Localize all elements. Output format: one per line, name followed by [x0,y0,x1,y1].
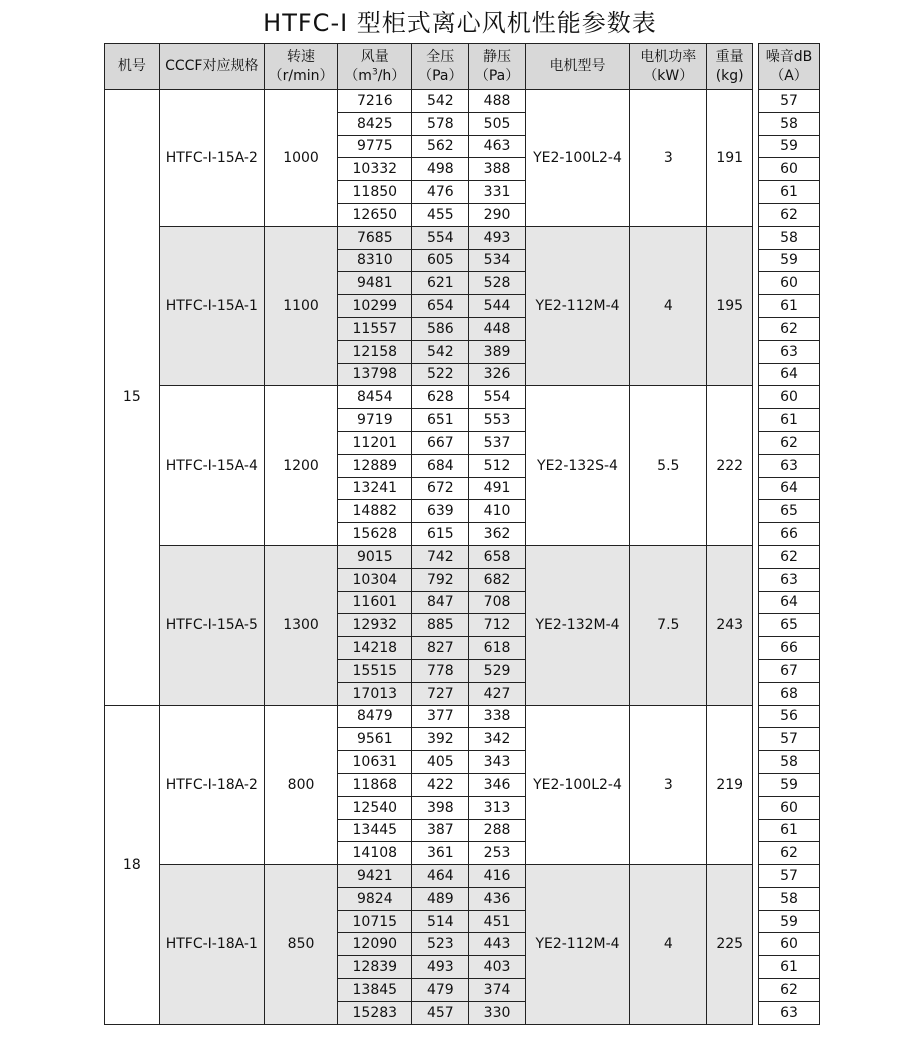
page-title: HTFC-I 型柜式离心风机性能参数表 [263,9,657,37]
header-row [105,44,820,90]
spec-cell: HTFC-I-15A-1 [159,226,264,386]
static-pressure-cell: 443 [469,933,526,956]
static-pressure-cell: 326 [469,363,526,386]
total-pressure-cell: 639 [412,500,469,523]
airflow-cell: 9561 [338,728,412,751]
total-pressure-cell: 405 [412,751,469,774]
noise-cell: 65 [759,614,820,637]
total-pressure-cell: 684 [412,454,469,477]
noise-cell: 62 [759,545,820,568]
noise-cell: 58 [759,226,820,249]
noise-cell: 68 [759,682,820,705]
total-pressure-cell: 361 [412,842,469,865]
airflow-cell: 14882 [338,500,412,523]
static-pressure-cell: 618 [469,637,526,660]
noise-cell: 63 [759,340,820,363]
total-pressure-cell: 464 [412,865,469,888]
static-pressure-cell: 529 [469,659,526,682]
static-pressure-cell: 343 [469,751,526,774]
total-pressure-cell: 621 [412,272,469,295]
speed-cell: 800 [264,705,337,865]
noise-cell: 64 [759,591,820,614]
header-motor-model: 电机型号 [525,44,629,90]
header-total-pressure: 全压 （Pa） [412,44,469,90]
weight-cell: 219 [707,705,752,865]
noise-cell: 58 [759,112,820,135]
speed-cell: 1000 [264,90,337,227]
airflow-cell: 7216 [338,90,412,113]
motor-model-cell: YE2-132S-4 [525,386,629,546]
airflow-cell: 9824 [338,887,412,910]
total-pressure-cell: 778 [412,659,469,682]
motor-model-cell: YE2-100L2-4 [525,705,629,865]
noise-cell: 62 [759,317,820,340]
total-pressure-cell: 377 [412,705,469,728]
motor-model-cell: YE2-100L2-4 [525,90,629,227]
noise-cell: 60 [759,272,820,295]
total-pressure-cell: 667 [412,431,469,454]
total-pressure-cell: 422 [412,773,469,796]
airflow-cell: 13241 [338,477,412,500]
airflow-cell: 11201 [338,431,412,454]
spec-cell: HTFC-I-15A-2 [159,90,264,227]
noise-cell: 63 [759,1001,820,1024]
noise-cell: 60 [759,796,820,819]
airflow-cell: 10304 [338,568,412,591]
noise-cell: 66 [759,523,820,546]
weight-cell: 225 [707,865,752,1025]
airflow-cell: 10631 [338,751,412,774]
header-cccf-spec: CCCF对应规格 [159,44,264,90]
noise-cell: 59 [759,773,820,796]
header-speed: 转速 （r/min） [264,44,337,90]
noise-cell: 62 [759,431,820,454]
weight-cell: 243 [707,545,752,705]
total-pressure-cell: 651 [412,409,469,432]
static-pressure-cell: 544 [469,295,526,318]
total-pressure-cell: 615 [412,523,469,546]
airflow-cell: 12540 [338,796,412,819]
total-pressure-cell: 514 [412,910,469,933]
table-row [105,90,820,113]
airflow-cell: 9421 [338,865,412,888]
total-pressure-cell: 554 [412,226,469,249]
static-pressure-cell: 451 [469,910,526,933]
static-pressure-cell: 712 [469,614,526,637]
airflow-cell: 7685 [338,226,412,249]
static-pressure-cell: 362 [469,523,526,546]
speed-cell: 1200 [264,386,337,546]
static-pressure-cell: 330 [469,1001,526,1024]
total-pressure-cell: 523 [412,933,469,956]
total-pressure-cell: 498 [412,158,469,181]
machine-no-cell: 18 [105,705,160,1024]
total-pressure-cell: 542 [412,90,469,113]
total-pressure-cell: 398 [412,796,469,819]
speed-cell: 1100 [264,226,337,386]
noise-cell: 60 [759,933,820,956]
table-row [105,386,820,409]
total-pressure-cell: 605 [412,249,469,272]
airflow-cell: 8310 [338,249,412,272]
weight-cell: 195 [707,226,752,386]
airflow-cell: 15628 [338,523,412,546]
table-body [105,90,820,1025]
noise-cell: 66 [759,637,820,660]
noise-cell: 57 [759,728,820,751]
static-pressure-cell: 331 [469,181,526,204]
static-pressure-cell: 491 [469,477,526,500]
static-pressure-cell: 463 [469,135,526,158]
table-row [105,705,820,728]
static-pressure-cell: 427 [469,682,526,705]
static-pressure-cell: 708 [469,591,526,614]
static-pressure-cell: 288 [469,819,526,842]
noise-cell: 59 [759,135,820,158]
static-pressure-cell: 493 [469,226,526,249]
static-pressure-cell: 313 [469,796,526,819]
total-pressure-cell: 479 [412,979,469,1002]
static-pressure-cell: 553 [469,409,526,432]
static-pressure-cell: 534 [469,249,526,272]
static-pressure-cell: 448 [469,317,526,340]
total-pressure-cell: 586 [412,317,469,340]
total-pressure-cell: 742 [412,545,469,568]
spec-cell: HTFC-I-15A-4 [159,386,264,546]
noise-cell: 61 [759,409,820,432]
static-pressure-cell: 528 [469,272,526,295]
total-pressure-cell: 522 [412,363,469,386]
airflow-cell: 11850 [338,181,412,204]
static-pressure-cell: 512 [469,454,526,477]
motor-power-cell: 3 [630,90,707,227]
total-pressure-cell: 672 [412,477,469,500]
total-pressure-cell: 792 [412,568,469,591]
motor-power-cell: 5.5 [630,386,707,546]
static-pressure-cell: 290 [469,203,526,226]
static-pressure-cell: 436 [469,887,526,910]
static-pressure-cell: 554 [469,386,526,409]
airflow-cell: 13445 [338,819,412,842]
total-pressure-cell: 392 [412,728,469,751]
motor-power-cell: 4 [630,865,707,1025]
motor-power-cell: 7.5 [630,545,707,705]
performance-table [104,43,820,1025]
static-pressure-cell: 403 [469,956,526,979]
airflow-cell: 12889 [338,454,412,477]
static-pressure-cell: 338 [469,705,526,728]
airflow-cell: 13845 [338,979,412,1002]
noise-cell: 67 [759,659,820,682]
total-pressure-cell: 827 [412,637,469,660]
total-pressure-cell: 885 [412,614,469,637]
total-pressure-cell: 476 [412,181,469,204]
airflow-cell: 17013 [338,682,412,705]
noise-cell: 63 [759,568,820,591]
noise-cell: 62 [759,203,820,226]
airflow-cell: 15283 [338,1001,412,1024]
total-pressure-cell: 727 [412,682,469,705]
airflow-cell: 10332 [338,158,412,181]
airflow-cell: 8425 [338,112,412,135]
noise-cell: 64 [759,477,820,500]
noise-cell: 62 [759,842,820,865]
total-pressure-cell: 542 [412,340,469,363]
airflow-cell: 12090 [338,933,412,956]
total-pressure-cell: 455 [412,203,469,226]
noise-cell: 58 [759,751,820,774]
total-pressure-cell: 493 [412,956,469,979]
static-pressure-cell: 416 [469,865,526,888]
airflow-cell: 11868 [338,773,412,796]
spec-cell: HTFC-I-15A-5 [159,545,264,705]
airflow-cell: 13798 [338,363,412,386]
airflow-cell: 10299 [338,295,412,318]
motor-power-cell: 3 [630,705,707,865]
airflow-cell: 15515 [338,659,412,682]
total-pressure-cell: 387 [412,819,469,842]
spec-cell: HTFC-I-18A-1 [159,865,264,1025]
airflow-cell: 12932 [338,614,412,637]
noise-cell: 61 [759,295,820,318]
static-pressure-cell: 253 [469,842,526,865]
table-row [105,545,820,568]
header-noise: 噪音dB （A） [759,44,820,90]
static-pressure-cell: 658 [469,545,526,568]
airflow-cell: 11557 [338,317,412,340]
airflow-cell: 9481 [338,272,412,295]
total-pressure-cell: 457 [412,1001,469,1024]
table-row [105,865,820,888]
airflow-cell: 9775 [338,135,412,158]
noise-cell: 57 [759,865,820,888]
static-pressure-cell: 346 [469,773,526,796]
airflow-cell: 10715 [338,910,412,933]
static-pressure-cell: 410 [469,500,526,523]
airflow-cell: 14108 [338,842,412,865]
static-pressure-cell: 505 [469,112,526,135]
noise-cell: 59 [759,910,820,933]
spec-cell: HTFC-I-18A-2 [159,705,264,865]
static-pressure-cell: 389 [469,340,526,363]
weight-cell: 222 [707,386,752,546]
airflow-cell: 11601 [338,591,412,614]
noise-cell: 61 [759,181,820,204]
header-airflow: 风量 $(m^3/h)$ [338,44,412,90]
header-motor-power: 电机功率 （kW） [630,44,707,90]
noise-cell: 59 [759,249,820,272]
total-pressure-cell: 489 [412,887,469,910]
airflow-cell: 9719 [338,409,412,432]
airflow-cell: 9015 [338,545,412,568]
noise-cell: 63 [759,454,820,477]
header-weight: 重量 (kg) [707,44,752,90]
total-pressure-cell: 578 [412,112,469,135]
total-pressure-cell: 628 [412,386,469,409]
static-pressure-cell: 488 [469,90,526,113]
noise-cell: 62 [759,979,820,1002]
noise-cell: 65 [759,500,820,523]
static-pressure-cell: 537 [469,431,526,454]
airflow-cell: 8454 [338,386,412,409]
airflow-cell: 12650 [338,203,412,226]
motor-model-cell: YE2-132M-4 [525,545,629,705]
noise-cell: 64 [759,363,820,386]
speed-cell: 850 [264,865,337,1025]
speed-cell: 1300 [264,545,337,705]
static-pressure-cell: 682 [469,568,526,591]
static-pressure-cell: 342 [469,728,526,751]
noise-cell: 60 [759,158,820,181]
noise-cell: 56 [759,705,820,728]
total-pressure-cell: 847 [412,591,469,614]
motor-model-cell: YE2-112M-4 [525,865,629,1025]
noise-cell: 58 [759,887,820,910]
table-row [105,226,820,249]
noise-cell: 61 [759,956,820,979]
weight-cell: 191 [707,90,752,227]
noise-cell: 61 [759,819,820,842]
machine-no-cell: 15 [105,90,160,706]
noise-cell: 57 [759,90,820,113]
header-machine-no: 机号 [105,44,160,90]
noise-cell: 60 [759,386,820,409]
motor-power-cell: 4 [630,226,707,386]
total-pressure-cell: 562 [412,135,469,158]
motor-model-cell: YE2-112M-4 [525,226,629,386]
airflow-cell: 14218 [338,637,412,660]
static-pressure-cell: 374 [469,979,526,1002]
airflow-cell: 12158 [338,340,412,363]
airflow-cell: 12839 [338,956,412,979]
total-pressure-cell: 654 [412,295,469,318]
static-pressure-cell: 388 [469,158,526,181]
airflow-cell: 8479 [338,705,412,728]
header-static-pressure: 静压 （Pa） [469,44,526,90]
